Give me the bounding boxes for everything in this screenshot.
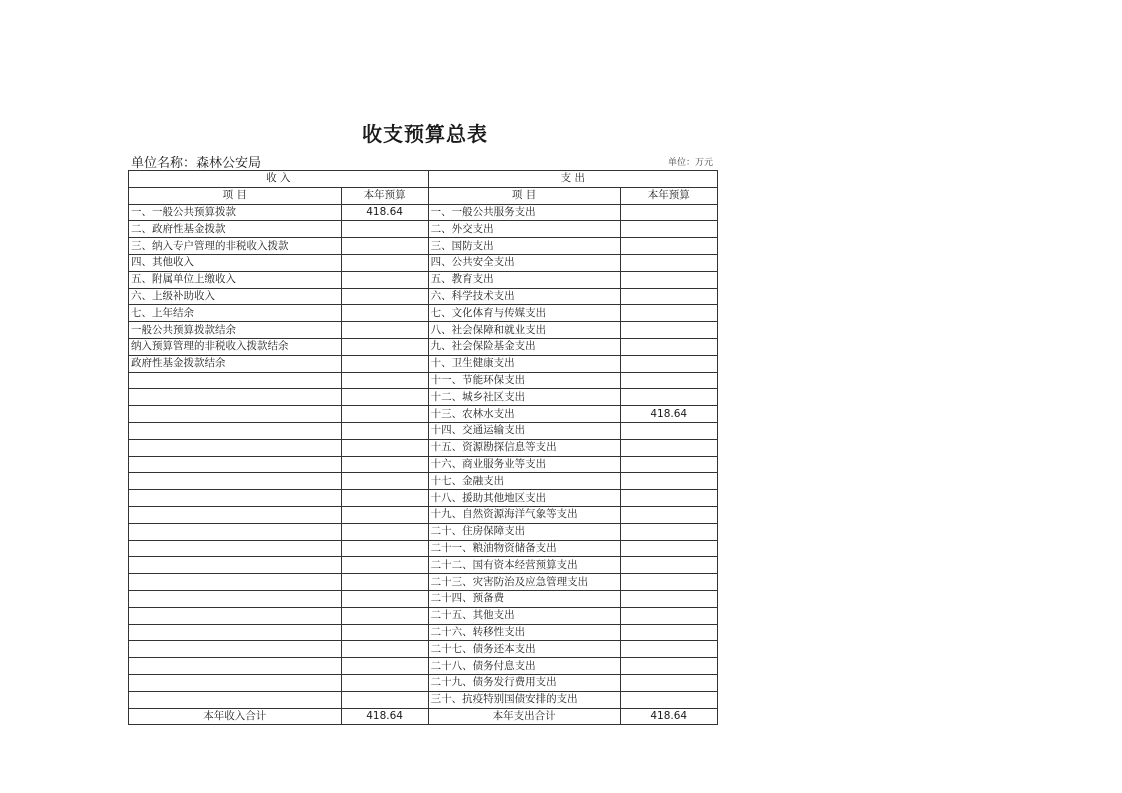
- income-item-cell: [129, 439, 342, 456]
- expense-item-cell: 十一、节能环保支出: [428, 372, 620, 389]
- expense-amount-cell: [620, 338, 718, 355]
- income-amount-cell: [341, 540, 428, 557]
- table-row: [129, 523, 718, 540]
- expense-amount-cell: [620, 372, 718, 389]
- expense-amount-cell: [620, 439, 718, 456]
- income-amount-cell: [341, 439, 428, 456]
- income-item-cell: 纳入预算管理的非税收入拨款结余: [129, 338, 342, 355]
- header-row-sections: [129, 171, 718, 188]
- income-budget-header: 本年预算: [341, 187, 428, 204]
- table-row: [129, 221, 718, 238]
- income-item-cell: [129, 389, 342, 406]
- unit-label: 单位：万元: [668, 158, 714, 168]
- income-item-cell: [129, 473, 342, 490]
- expense-amount-cell: [620, 271, 718, 288]
- expense-item-cell: 四、公共安全支出: [428, 254, 620, 271]
- expense-amount-cell: [620, 221, 718, 238]
- income-total-label: 本年收入合计: [129, 708, 342, 725]
- income-amount-cell: [341, 288, 428, 305]
- table-row: [129, 490, 718, 507]
- totals-row: [129, 708, 718, 725]
- table-row: [129, 624, 718, 641]
- expense-amount-cell: [620, 506, 718, 523]
- income-amount-cell: [341, 674, 428, 691]
- income-amount-cell: [341, 254, 428, 271]
- expense-section-header: 支 出: [428, 171, 717, 188]
- expense-item-cell: 二十五、其他支出: [428, 607, 620, 624]
- table-row: [129, 305, 718, 322]
- income-amount-cell: [341, 658, 428, 675]
- income-item-cell: [129, 624, 342, 641]
- expense-amount-cell: [620, 607, 718, 624]
- table-row: [129, 254, 718, 271]
- table-row: [129, 456, 718, 473]
- expense-item-cell: 二十六、转移性支出: [428, 624, 620, 641]
- income-item-header: 项 目: [129, 187, 342, 204]
- table-row: [129, 658, 718, 675]
- income-section-header: 收 入: [129, 171, 429, 188]
- income-item-cell: [129, 506, 342, 523]
- table-row: [129, 607, 718, 624]
- expense-amount-cell: [620, 641, 718, 658]
- table-row: [129, 473, 718, 490]
- table-row: [129, 338, 718, 355]
- expense-item-cell: 十九、自然资源海洋气象等支出: [428, 506, 620, 523]
- table-row: [129, 422, 718, 439]
- table-row: [129, 674, 718, 691]
- expense-amount-cell: [620, 574, 718, 591]
- table-title: 收支预算总表: [362, 122, 488, 146]
- expense-item-cell: 二十四、预备费: [428, 590, 620, 607]
- income-amount-cell: [341, 590, 428, 607]
- income-amount-cell: [341, 473, 428, 490]
- table-row: [129, 389, 718, 406]
- expense-amount-cell: 418.64: [620, 406, 718, 423]
- expense-total-amount: 418.64: [620, 708, 718, 725]
- income-amount-cell: [341, 238, 428, 255]
- income-item-cell: [129, 574, 342, 591]
- expense-item-cell: 九、社会保险基金支出: [428, 338, 620, 355]
- income-item-cell: 五、附属单位上缴收入: [129, 271, 342, 288]
- expense-item-cell: 二十九、债务发行费用支出: [428, 674, 620, 691]
- table-row: [129, 372, 718, 389]
- income-item-cell: [129, 674, 342, 691]
- income-amount-cell: [341, 523, 428, 540]
- expense-item-cell: 二、外交支出: [428, 221, 620, 238]
- expense-amount-cell: [620, 456, 718, 473]
- income-item-cell: 政府性基金拨款结余: [129, 355, 342, 372]
- table-row: [129, 355, 718, 372]
- expense-amount-cell: [620, 288, 718, 305]
- expense-item-cell: 十八、援助其他地区支出: [428, 490, 620, 507]
- income-amount-cell: [341, 506, 428, 523]
- income-item-cell: [129, 607, 342, 624]
- income-amount-cell: [341, 607, 428, 624]
- income-item-cell: 六、上级补助收入: [129, 288, 342, 305]
- income-amount-cell: [341, 490, 428, 507]
- expense-amount-cell: [620, 422, 718, 439]
- table-row: [129, 641, 718, 658]
- income-amount-cell: 418.64: [341, 204, 428, 221]
- expense-item-cell: 十二、城乡社区支出: [428, 389, 620, 406]
- income-item-cell: 四、其他收入: [129, 254, 342, 271]
- expense-amount-cell: [620, 540, 718, 557]
- income-item-cell: [129, 658, 342, 675]
- income-amount-cell: [341, 557, 428, 574]
- income-amount-cell: [341, 338, 428, 355]
- expense-item-cell: 二十二、国有资本经营预算支出: [428, 557, 620, 574]
- income-amount-cell: [341, 641, 428, 658]
- table-row: [129, 506, 718, 523]
- table-row: [129, 271, 718, 288]
- table-row: [129, 540, 718, 557]
- table-row: [129, 322, 718, 339]
- income-amount-cell: [341, 389, 428, 406]
- expense-amount-cell: [620, 557, 718, 574]
- income-amount-cell: [341, 271, 428, 288]
- income-total-amount: 418.64: [341, 708, 428, 725]
- expense-item-cell: 二十一、粮油物资储备支出: [428, 540, 620, 557]
- table-row: [129, 204, 718, 221]
- table-row: [129, 691, 718, 708]
- expense-item-cell: 十七、金融支出: [428, 473, 620, 490]
- table-row: [129, 288, 718, 305]
- income-item-cell: 七、上年结余: [129, 305, 342, 322]
- expense-amount-cell: [620, 658, 718, 675]
- expense-amount-cell: [620, 322, 718, 339]
- income-amount-cell: [341, 355, 428, 372]
- income-item-cell: [129, 422, 342, 439]
- expense-item-cell: 八、社会保障和就业支出: [428, 322, 620, 339]
- income-item-cell: [129, 372, 342, 389]
- expense-amount-cell: [620, 674, 718, 691]
- expense-amount-cell: [620, 305, 718, 322]
- income-item-cell: [129, 590, 342, 607]
- income-amount-cell: [341, 322, 428, 339]
- expense-amount-cell: [620, 523, 718, 540]
- expense-amount-cell: [620, 691, 718, 708]
- income-item-cell: 二、政府性基金拨款: [129, 221, 342, 238]
- expense-amount-cell: [620, 624, 718, 641]
- expense-item-cell: 二十、住房保障支出: [428, 523, 620, 540]
- income-amount-cell: [341, 422, 428, 439]
- expense-amount-cell: [620, 254, 718, 271]
- expense-item-cell: 二十八、债务付息支出: [428, 658, 620, 675]
- table-row: [129, 406, 718, 423]
- income-item-cell: [129, 641, 342, 658]
- expense-item-cell: 七、文化体育与传媒支出: [428, 305, 620, 322]
- income-amount-cell: [341, 221, 428, 238]
- expense-amount-cell: [620, 355, 718, 372]
- expense-item-cell: 三十、抗疫特别国债安排的支出: [428, 691, 620, 708]
- expense-item-header: 项 目: [428, 187, 620, 204]
- expense-item-cell: 二十七、债务还本支出: [428, 641, 620, 658]
- expense-item-cell: 五、教育支出: [428, 271, 620, 288]
- budget-summary-table: [128, 170, 718, 725]
- income-item-cell: 三、纳入专户管理的非税收入拨款: [129, 238, 342, 255]
- table-row: [129, 238, 718, 255]
- table-row: [129, 590, 718, 607]
- expense-item-cell: 十四、交通运输支出: [428, 422, 620, 439]
- expense-item-cell: 一、一般公共服务支出: [428, 204, 620, 221]
- income-item-cell: [129, 557, 342, 574]
- income-item-cell: [129, 540, 342, 557]
- income-item-cell: [129, 456, 342, 473]
- expense-item-cell: 三、国防支出: [428, 238, 620, 255]
- income-amount-cell: [341, 456, 428, 473]
- income-item-cell: 一般公共预算拨款结余: [129, 322, 342, 339]
- income-amount-cell: [341, 372, 428, 389]
- income-amount-cell: [341, 691, 428, 708]
- income-amount-cell: [341, 624, 428, 641]
- income-amount-cell: [341, 406, 428, 423]
- header-row-columns: [129, 187, 718, 204]
- expense-item-cell: 六、科学技术支出: [428, 288, 620, 305]
- expense-budget-header: 本年预算: [620, 187, 718, 204]
- income-item-cell: 一、一般公共预算拨款: [129, 204, 342, 221]
- expense-item-cell: 十、卫生健康支出: [428, 355, 620, 372]
- table-row: [129, 557, 718, 574]
- income-item-cell: [129, 523, 342, 540]
- table-row: [129, 574, 718, 591]
- expense-amount-cell: [620, 490, 718, 507]
- income-item-cell: [129, 691, 342, 708]
- expense-amount-cell: [620, 473, 718, 490]
- expense-amount-cell: [620, 590, 718, 607]
- expense-total-label: 本年支出合计: [428, 708, 620, 725]
- expense-item-cell: 十六、商业服务业等支出: [428, 456, 620, 473]
- income-amount-cell: [341, 574, 428, 591]
- expense-item-cell: 十五、资源勘探信息等支出: [428, 439, 620, 456]
- unit-name: 单位名称：森林公安局: [131, 156, 262, 171]
- expense-item-cell: 十三、农林水支出: [428, 406, 620, 423]
- table-row: [129, 439, 718, 456]
- income-item-cell: [129, 490, 342, 507]
- expense-item-cell: 二十三、灾害防治及应急管理支出: [428, 574, 620, 591]
- expense-amount-cell: [620, 389, 718, 406]
- expense-amount-cell: [620, 204, 718, 221]
- expense-amount-cell: [620, 238, 718, 255]
- income-amount-cell: [341, 305, 428, 322]
- income-item-cell: [129, 406, 342, 423]
